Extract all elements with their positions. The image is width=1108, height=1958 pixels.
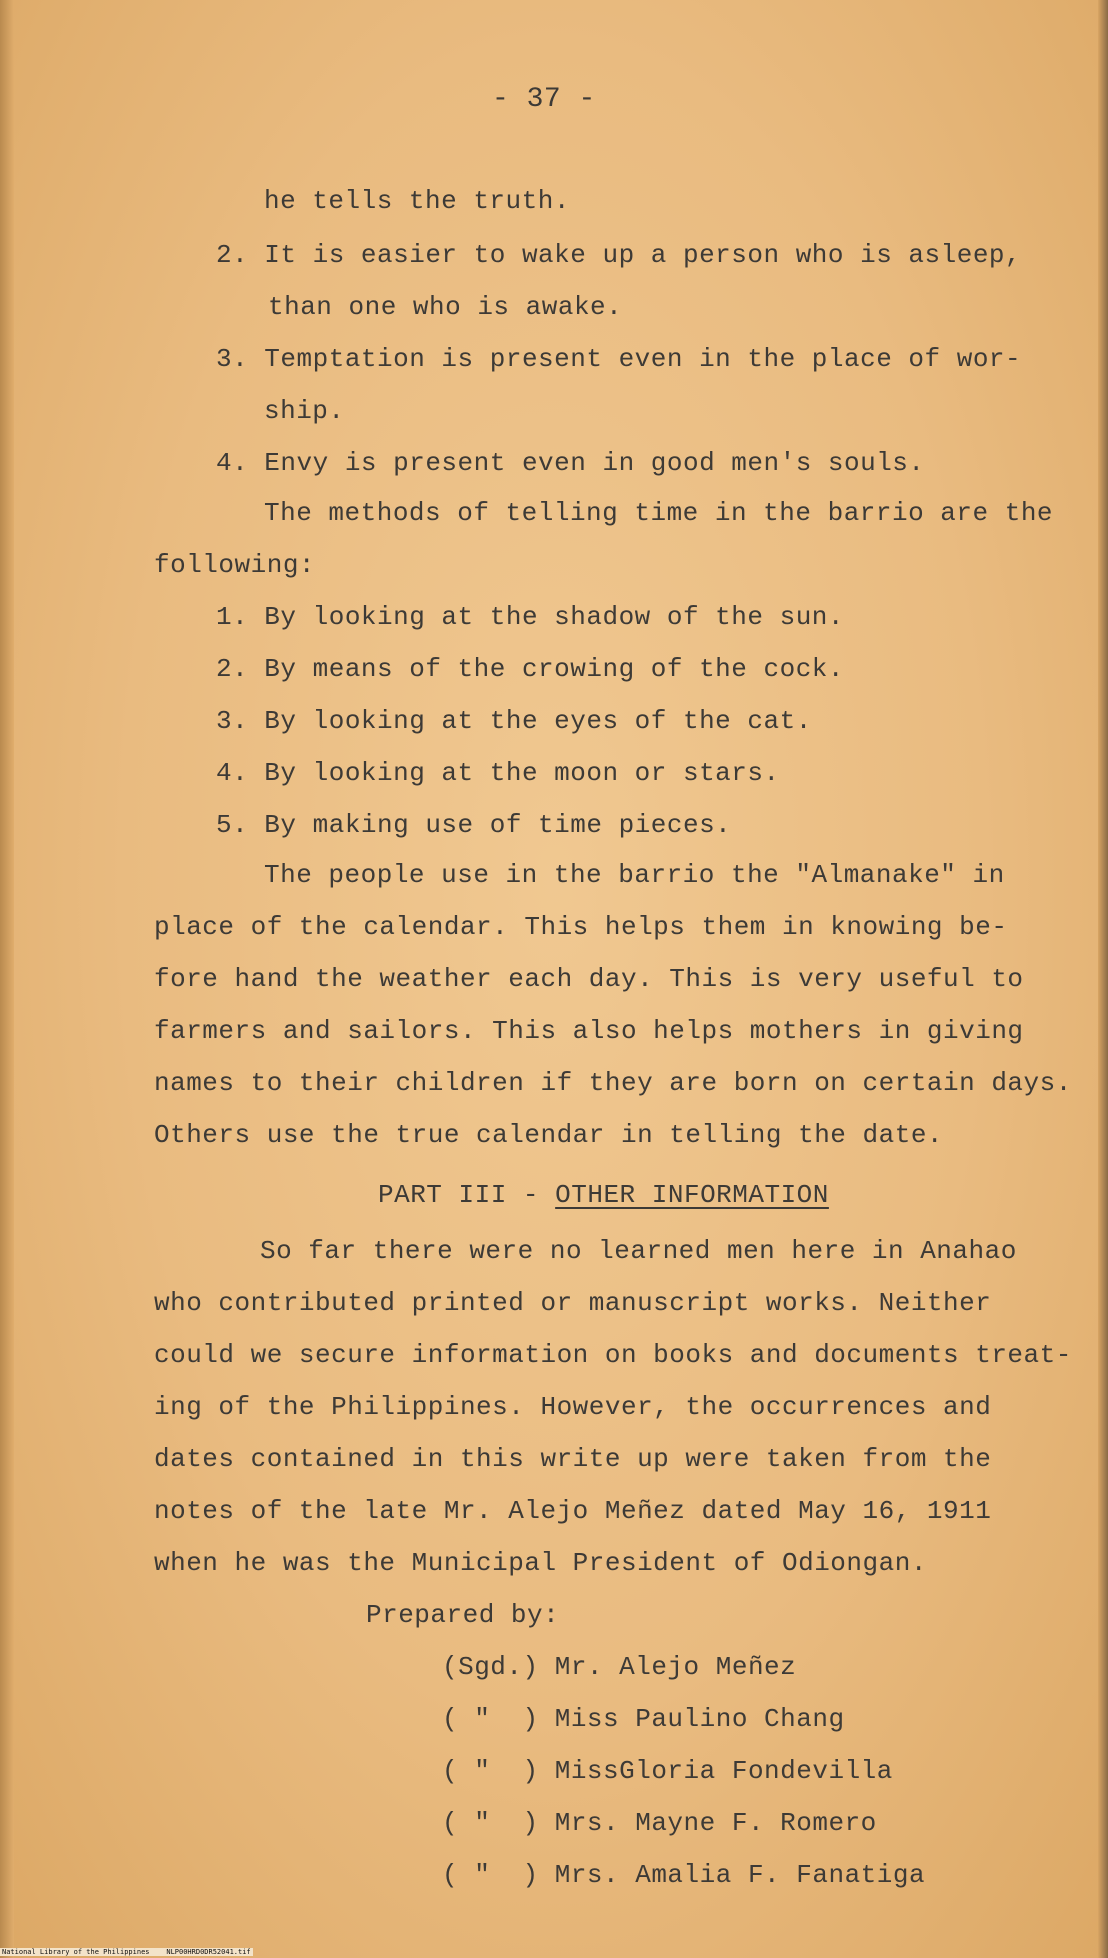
calendar-paragraph-line: fore hand the weather each day. This is very useful to [154, 964, 1024, 994]
page-right-edge [1098, 0, 1108, 1958]
signatory-line: ( " ) MissGloria Fondevilla [442, 1756, 893, 1786]
proverb-line: ship. [264, 396, 345, 426]
prepared-by-label: Prepared by: [366, 1600, 560, 1630]
part-heading-title: OTHER INFORMATION [555, 1180, 829, 1210]
time-method-item: 1. By looking at the shadow of the sun. [216, 602, 844, 632]
time-method-item: 3. By looking at the eyes of the cat. [216, 706, 812, 736]
other-info-line: dates contained in this write up were taken from the [154, 1444, 992, 1474]
calendar-paragraph-line: The people use in the barrio the "Almanake" in [264, 860, 1005, 890]
signatory-line: ( " ) Mrs. Mayne F. Romero [442, 1808, 877, 1838]
calendar-paragraph-line: farmers and sailors. This also helps mothers in giving [154, 1016, 1024, 1046]
proverb-line: 3. Temptation is present even in the place of wor- [216, 344, 1022, 374]
part-heading [378, 1180, 829, 1210]
page-left-edge [0, 0, 14, 1958]
signatory-line: ( " ) Miss Paulino Chang [442, 1704, 845, 1734]
calendar-paragraph-line: Others use the true calendar in telling the date. [154, 1120, 944, 1150]
other-info-line: who contributed printed or manuscript works. Neither [154, 1288, 992, 1318]
time-method-item: 5. By making use of time pieces. [216, 810, 732, 840]
page-number: - 37 - [492, 84, 596, 115]
calendar-paragraph-line: place of the calendar. This helps them in knowing be- [154, 912, 1008, 942]
signatory-line: (Sgd.) Mr. Alejo Meñez [442, 1652, 797, 1682]
signatory-line: ( " ) Mrs. Amalia F. Fanatiga [442, 1860, 926, 1890]
part-heading-prefix: PART III - [378, 1180, 556, 1210]
other-info-line: ing of the Philippines. However, the occurrences and [154, 1392, 992, 1422]
proverb-line: he tells the truth. [264, 186, 570, 216]
other-info-line: when he was the Municipal President of Odiongan. [154, 1548, 927, 1578]
proverb-line: than one who is awake. [268, 292, 623, 322]
proverb-line: 4. Envy is present even in good men's souls. [216, 448, 925, 478]
archive-footer: National Library of the Philippines NLP00HRD0DR52041.tif [2, 1948, 251, 1956]
proverb-line: 2. It is easier to wake up a person who is asleep, [216, 240, 1022, 270]
other-info-line: could we secure information on books and documents treat- [154, 1340, 1072, 1370]
time-intro-line: The methods of telling time in the barrio are the [264, 498, 1054, 528]
other-info-line: notes of the late Mr. Alejo Meñez dated May 16, 1911 [154, 1496, 992, 1526]
other-info-line: So far there were no learned men here in Anahao [260, 1236, 1017, 1266]
calendar-paragraph-line: names to their children if they are born on certain days. [154, 1068, 1072, 1098]
time-intro-line: following: [154, 550, 316, 580]
time-method-item: 4. By looking at the moon or stars. [216, 758, 780, 788]
time-method-item: 2. By means of the crowing of the cock. [216, 654, 844, 684]
